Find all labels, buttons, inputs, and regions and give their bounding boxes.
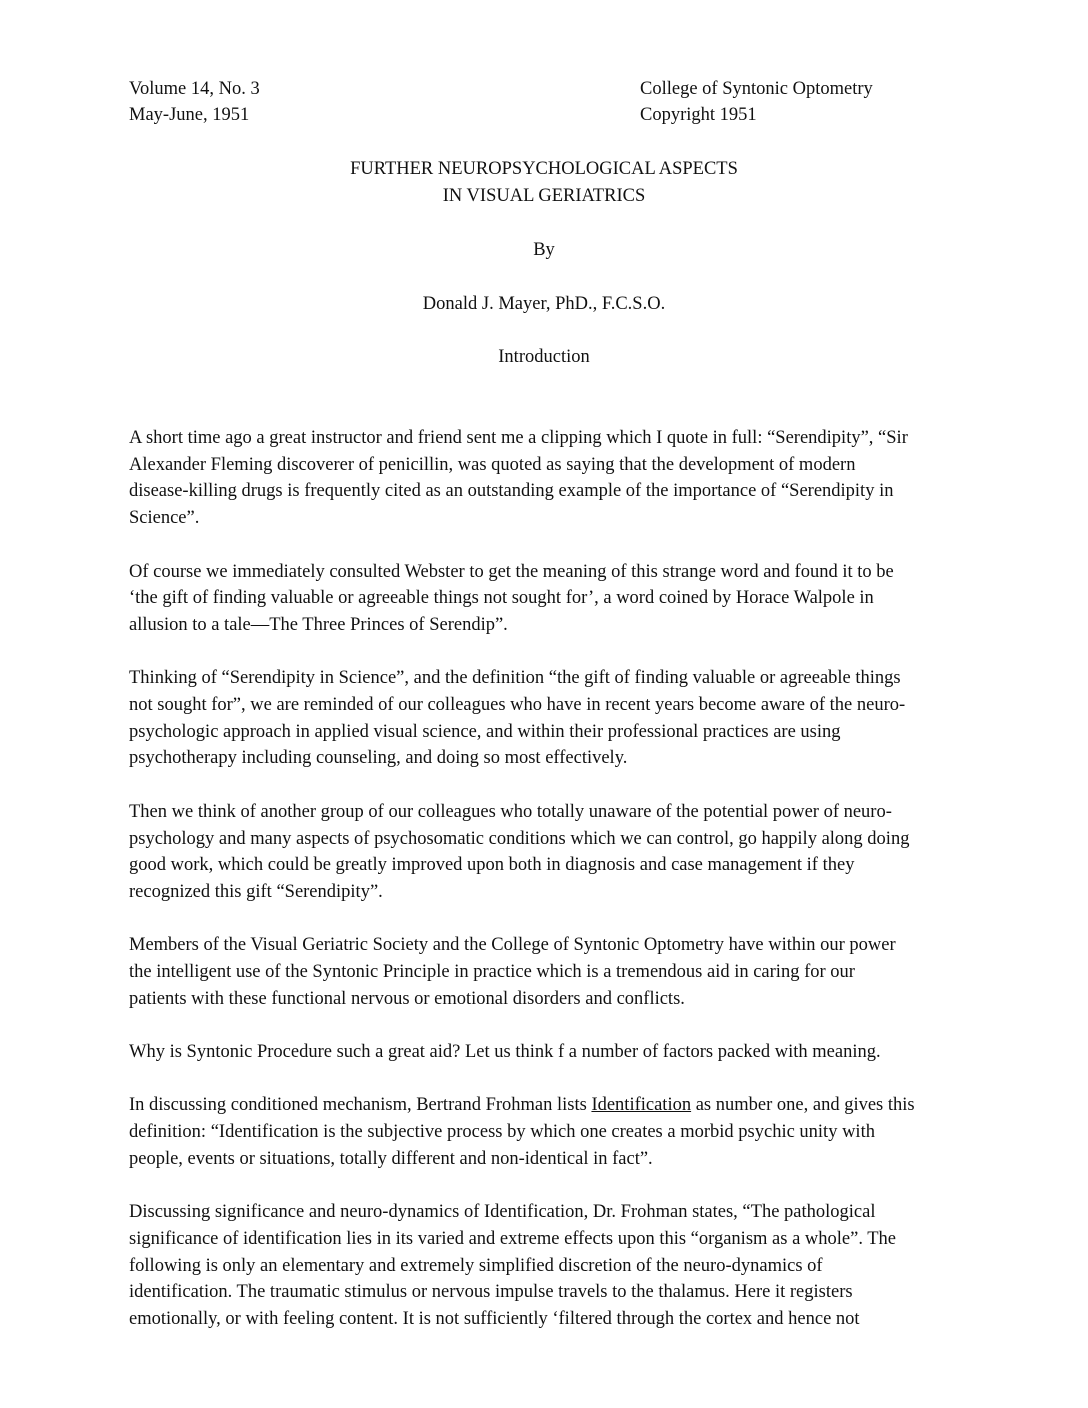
text-line: identification. The traumatic stimulus or nervous impulse travels to the thalamus. Here it registers <box>129 1282 853 1303</box>
paragraph <box>129 799 989 906</box>
text-line: not sought for”, we are reminded of our colleagues who have in recent years become aware of the neuro- <box>129 695 906 715</box>
copyright: Copyright 1951 <box>640 105 757 125</box>
paragraph <box>129 1092 989 1172</box>
underlined-term: Identification <box>591 1095 692 1116</box>
title-line: FURTHER NEUROPSYCHOLOGICAL ASPECTS <box>350 159 738 179</box>
text-segment: as number one, and gives this <box>691 1095 915 1116</box>
paragraph <box>129 1039 989 1066</box>
text-line: significance of identification lies in its varied and extreme effects upon this “organism as a whole”. The <box>129 1228 897 1249</box>
volume-number: Volume 14, No. 3 <box>129 79 260 99</box>
text-line: Alexander Fleming discoverer of penicillin, was quoted as saying that the development of modern <box>129 454 856 475</box>
paragraph <box>129 425 989 532</box>
text-line: people, events or situations, totally different and non-identical in fact”. <box>129 1148 653 1169</box>
text-line: A short time ago a great instructor and friend sent me a clipping which I quote in full: “Serendipity”, “Sir <box>129 428 908 448</box>
paragraph <box>129 665 989 772</box>
text-line: the intelligent use of the Syntonic Principle in practice which is a tremendous aid in caring for our <box>129 962 855 982</box>
text-line: disease-killing drugs is frequently cited as an outstanding example of the importance of “Serendipity in <box>129 481 894 502</box>
text-line: following is only an elementary and extremely simplified discretion of the neuro-dynamics of <box>129 1255 823 1276</box>
text-line: emotionally, or with feeling content. It is not sufficiently ‘filtered through the cortex and hence not <box>129 1309 860 1330</box>
publisher-name: College of Syntonic Optometry <box>640 79 873 99</box>
text-line: psychologic approach in applied visual science, and within their professional practices are using <box>129 721 841 742</box>
text-line: Members of the Visual Geriatric Society and the College of Syntonic Optometry have within our power <box>129 935 896 956</box>
text-line: allusion to a tale—The Three Princes of Serendip”. <box>129 614 508 635</box>
journal-issue-info <box>129 76 260 128</box>
text-line: definition: “Identification is the subjective process by which one creates a morbid psychic unity with <box>129 1122 875 1143</box>
text-segment: In discussing conditioned mechanism, Bertrand Frohman lists <box>129 1095 592 1116</box>
text-line: Discussing significance and neuro-dynamics of Identification, Dr. Frohman states, “The pathological <box>129 1202 876 1223</box>
paragraph <box>129 932 989 1012</box>
text-line: Science”. <box>129 508 200 529</box>
title-line: IN VISUAL GERIATRICS <box>442 186 646 206</box>
text-line: patients with these functional nervous or emotional disorders and conflicts. <box>129 988 685 1009</box>
text-line <box>129 1092 989 1119</box>
text-line: ‘the gift of finding valuable or agreeable things not sought for’, a word coined by Horace Walpole in <box>129 588 874 609</box>
text-line: Of course we immediately consulted Webster to get the meaning of this strange word and found it to be <box>129 561 894 582</box>
paragraph <box>129 1199 989 1333</box>
section-heading: Introduction <box>498 347 590 367</box>
text-line: Then we think of another group of our colleagues who totally unaware of the potential power of neuro- <box>129 801 892 822</box>
text-line: psychology and many aspects of psychosomatic conditions which we can control, go happily along doing <box>129 828 910 849</box>
article-body <box>129 425 989 1359</box>
text-line: recognized this gift “Serendipity”. <box>129 881 383 902</box>
author-name: Donald J. Mayer, PhD., F.C.S.O. <box>422 294 666 314</box>
text-line: Thinking of “Serendipity in Science”, and the definition “the gift of finding valuable or agreeable things <box>129 668 901 689</box>
article-title <box>0 156 1088 210</box>
byline: By <box>533 240 555 260</box>
text-line: psychotherapy including counseling, and doing so most effectively. <box>129 748 628 769</box>
paragraph <box>129 559 989 639</box>
issue-date: May-June, 1951 <box>129 105 250 125</box>
publisher-info <box>640 76 873 128</box>
text-line: good work, which could be greatly improved upon both in diagnosis and case management if they <box>129 855 855 876</box>
text-line: Why is Syntonic Procedure such a great aid? Let us think f a number of factors packed with meaning. <box>129 1042 881 1063</box>
